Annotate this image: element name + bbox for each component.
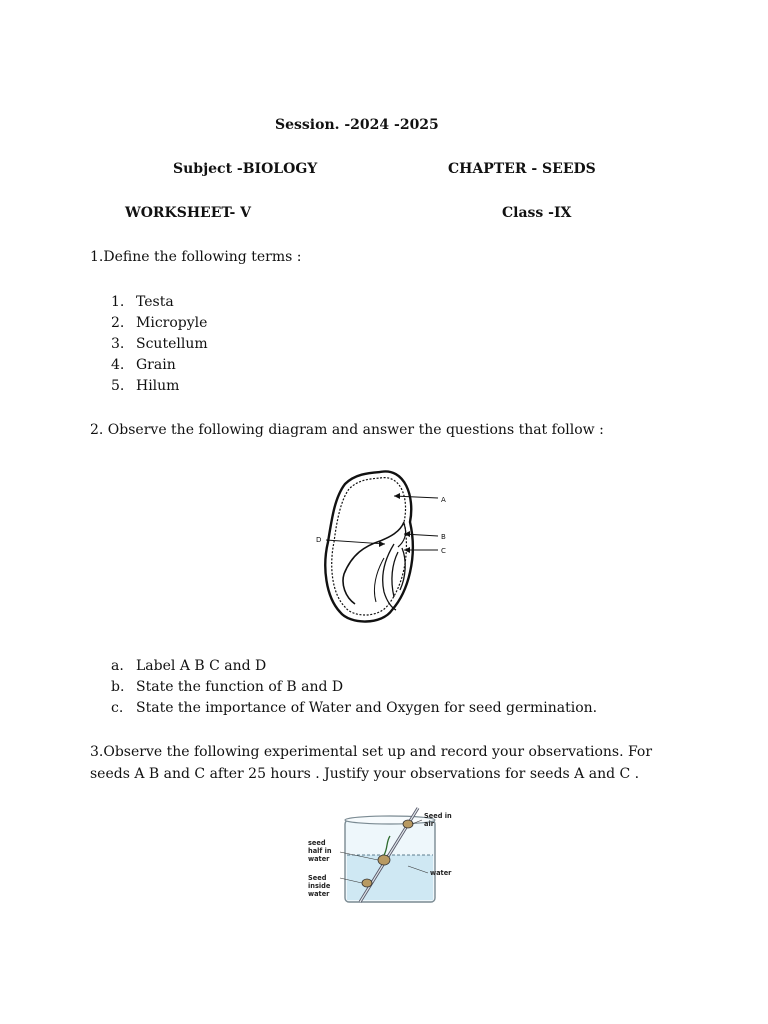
list-marker: 2.: [111, 315, 125, 331]
diagram-label-c: C: [441, 547, 446, 555]
label-seed-inside-line2: inside: [308, 882, 331, 890]
seed-section-diagram: [310, 462, 455, 630]
q3-prompt: [90, 741, 690, 785]
term-text: Testa: [136, 294, 174, 310]
diagram-label-b: B: [441, 533, 446, 541]
list-item: [111, 313, 208, 334]
label-water: water: [430, 869, 452, 877]
session-title: Session. -2024 -2025: [275, 117, 439, 133]
q3-prompt-line2: seeds A B and C after 25 hours . Justify your observations for seeds A and C .: [90, 766, 640, 782]
subject-label: Subject -BIOLOGY: [173, 161, 318, 177]
list-marker: 4.: [111, 357, 125, 373]
term-text: Scutellum: [136, 336, 208, 352]
list-marker: b.: [111, 679, 125, 695]
label-seed-in-air-line1: Seed in: [424, 812, 452, 820]
list-item: [111, 334, 208, 355]
sub-question-text: State the function of B and D: [136, 679, 344, 695]
label-seed-inside-line3: water: [308, 890, 330, 898]
list-item: [111, 355, 208, 376]
list-marker: 5.: [111, 378, 125, 394]
term-text: Hilum: [136, 378, 180, 394]
list-marker: a.: [111, 658, 124, 674]
germination-setup-diagram: [300, 800, 465, 910]
diagram-label-a: A: [441, 496, 446, 504]
term-text: Micropyle: [136, 315, 208, 331]
list-item: [111, 292, 208, 313]
class-label: Class -IX: [502, 205, 572, 221]
list-marker: 3.: [111, 336, 125, 352]
sub-question-text: State the importance of Water and Oxygen for seed germination.: [136, 700, 598, 716]
list-item: [111, 376, 208, 397]
list-marker: c.: [111, 700, 124, 716]
label-seed-in-air-line2: air: [424, 820, 434, 828]
label-seed-half-line1: seed: [308, 839, 326, 847]
chapter-label: CHAPTER - SEEDS: [448, 161, 596, 177]
q2-sub-questions: [111, 656, 597, 719]
label-seed-inside-line1: Seed: [308, 874, 327, 882]
term-text: Grain: [136, 357, 176, 373]
label-seed-half-line3: water: [308, 855, 330, 863]
list-item: [111, 656, 597, 677]
list-item: [111, 677, 597, 698]
q3-prompt-line1: 3.Observe the following experimental set up and record your observations. For: [90, 744, 653, 760]
worksheet-label: WORKSHEET- V: [125, 205, 252, 221]
diagram-label-d: D: [316, 536, 322, 544]
q1-term-list: [111, 292, 208, 397]
q1-prompt: 1.Define the following terms :: [90, 249, 302, 265]
label-seed-half-line2: half in: [308, 847, 332, 855]
q2-prompt: 2. Observe the following diagram and answer the questions that follow :: [90, 422, 604, 438]
list-item: [111, 698, 597, 719]
sub-question-text: Label A B C and D: [136, 658, 267, 674]
list-marker: 1.: [111, 294, 125, 310]
